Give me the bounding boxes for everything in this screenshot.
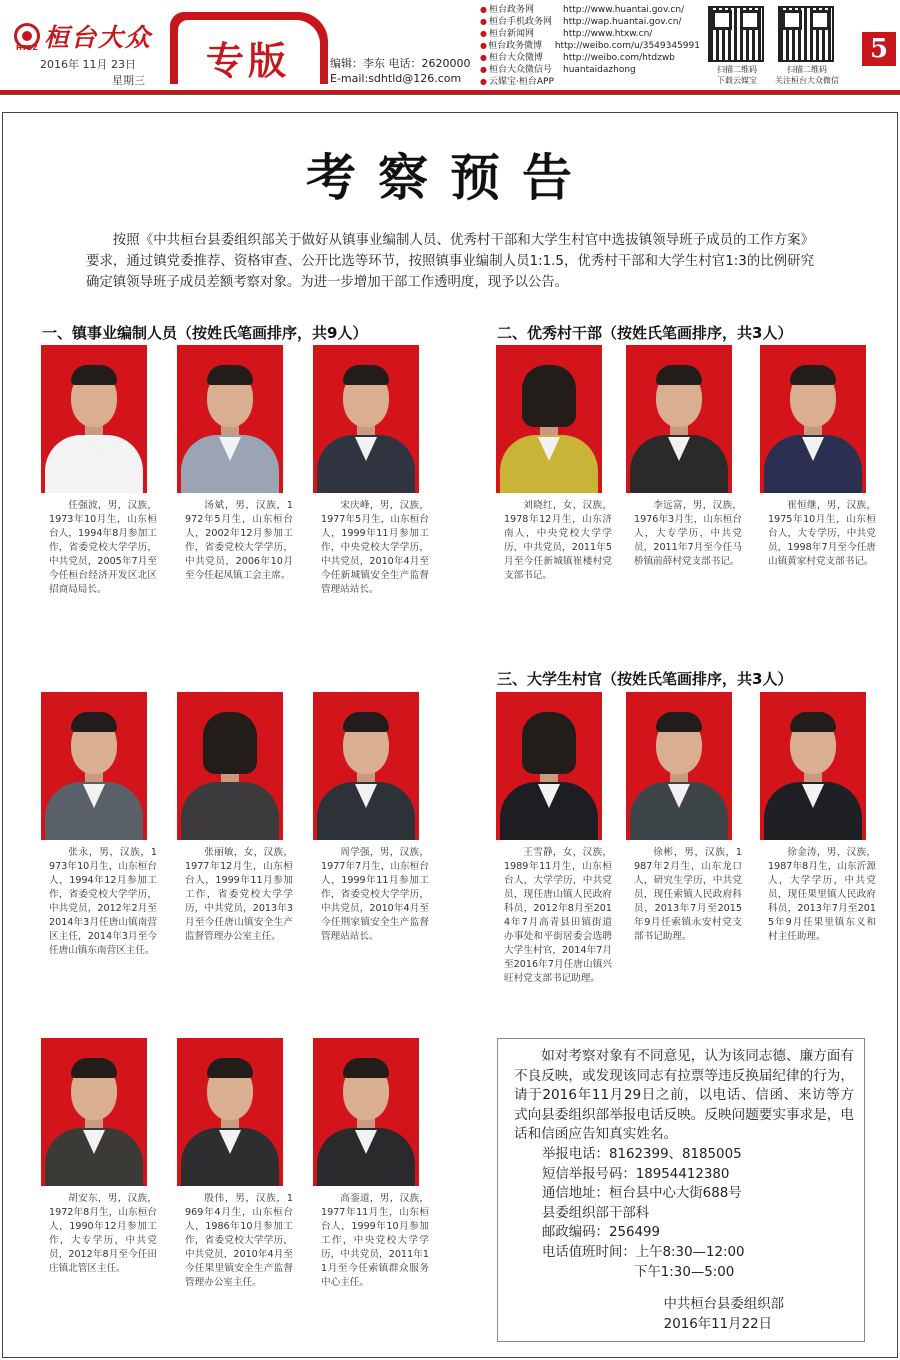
- bullet-icon: ●: [480, 65, 487, 74]
- editor-info: [330, 56, 471, 86]
- bullet-icon: ●: [480, 53, 487, 62]
- candidate-caption: 崔恒继，男，汉族，1975年10月生，山东桓台人，大专学历，中共党员，1998年7月至今任唐山镇黄家村党支部书记。: [768, 500, 876, 567]
- candidate-photo: [496, 692, 602, 840]
- report-phone: 举报电话：8162399、8185005: [542, 1147, 742, 1162]
- report-sms: 短信举报号码：18954412380: [542, 1166, 730, 1182]
- qr-code-app[interactable]: [708, 6, 764, 62]
- postcode: 邮政编码：256499: [542, 1225, 661, 1241]
- section-heading-town-staff: 一、镇事业编制人员（按姓氏笔画排序，共9人）: [42, 324, 368, 342]
- notice-box: [497, 1038, 865, 1342]
- editor-line: 编辑：李东 电话：2620000: [330, 57, 471, 70]
- section-tab: [170, 12, 328, 84]
- issue-date: 2016年 11月 23日: [40, 58, 136, 71]
- qr-caption-wechat: 扫描二维码 关注桓台大众微信: [775, 65, 839, 85]
- candidate-caption: 汤斌，男，汉族，1972年5月生，山东桓台人，2002年12月参加工作，省委党校大学学历，中共党员，2006年10月至今任起凤镇工会主席。: [185, 500, 293, 581]
- mail-department: 县委组织部干部科: [542, 1205, 650, 1221]
- bullet-icon: ●: [480, 41, 487, 50]
- candidate-caption: 刘晓红，女，汉族，1978年12月生，山东济南人，中央党校大学学历，中共党员，2011年5月至今任新城镇崔楼村党支部书记。: [504, 500, 612, 581]
- qr-caption-app: 扫描二维码 下载云媒宝: [717, 65, 757, 85]
- bullet-icon: ●: [480, 17, 487, 26]
- candidate-photo: [313, 692, 419, 840]
- candidate-photo: [177, 692, 283, 840]
- candidate-caption: 王雪静，女，汉族，1989年11月生，山东桓台人，大学学历，中共党员，现任唐山镇人民政府科员，2012年8月至2014年7月高青县田镇街道办事处和平街居委会选聘大学生村官，2014年7月至2016年7月任唐山镇兴旺村党支部书记助理。: [504, 847, 612, 984]
- candidate-photo: [496, 345, 602, 493]
- header-rule: [0, 90, 900, 95]
- candidate-caption: 张丽敏，女，汉族，1977年12月生，山东桓台人，1999年11月参加工作，省委党校大学学历，中共党员，2013年3月至今任唐山镇安全生产监督管理办公室主任。: [185, 847, 293, 942]
- qr-code-wechat[interactable]: [778, 6, 834, 62]
- candidate-caption: 张永，男，汉族，1973年10月生，山东桓台人，1994年12月参加工作，省委党校大学学历，中共党员，2012年2月至2014年3月任唐山镇南营区主任，2014年3月至今任唐山镇东南营区主任。: [49, 847, 157, 956]
- bullet-icon: ●: [480, 29, 487, 38]
- candidate-caption: 宋庆峰，男，汉族，1977年5月生，山东桓台人，1999年11月参加工作，中央党校大学学历，中共党员，2010年4月至今任新城镇安全生产监督管理站站长。: [321, 500, 429, 595]
- media-link-row[interactable]: ● 桓台政务微博 http://weibo.com/u/3549345991: [480, 41, 700, 51]
- candidate-photo: [760, 345, 866, 493]
- candidate-caption: 李远富，男，汉族，1976年3月生，山东桓台人，大专学历，中共党员，2011年7月至今任马桥镇前薛村党支部书记。: [634, 500, 742, 567]
- candidate-caption: 徐彬，男，汉族，1987年2月生，山东龙口人，研究生学历，中共党员，现任索镇人民政府科员，2013年7月至2015年9月任索镇永安村党支部书记助理。: [634, 847, 742, 942]
- bullet-icon: ●: [480, 5, 487, 14]
- issue-date-signature: 2016年11月22日: [663, 1317, 772, 1332]
- bullet-icon: ●: [480, 77, 487, 86]
- candidate-photo: [41, 345, 147, 493]
- masthead: [0, 0, 900, 100]
- intro-paragraph: 按照《中共桓台县委组织部关于做好从镇事业编制人员、优秀村干部和大学生村官中选拔镇领导班子成员的工作方案》要求，通过镇党委推荐、资格审查、公开比选等环节，按照镇事业编制人员1:1.5，优秀村干部和大学生村官1:3的比例研究确定镇领导班子成员差额考察对象。为进一步增加干部工作透明度，现予以公告。: [86, 233, 814, 290]
- paper-name: 桓台大众: [44, 23, 153, 52]
- duty-hours-pm: 下午1:30—5:00: [634, 1264, 735, 1280]
- issuing-organization: 中共桓台县委组织部: [663, 1297, 784, 1312]
- candidate-caption: 胡安东，男，汉族，1972年8月生，山东桓台人，1990年12月参加工作，大专学历，中共党员，2012年8月至今任田庄镇北管区主任。: [49, 1193, 157, 1274]
- candidate-photo: [41, 1038, 147, 1186]
- candidate-photo: [313, 1038, 419, 1186]
- logo-subtext: HTDZ: [16, 44, 38, 52]
- candidate-caption: 徐金涛，男，汉族，1987年8月生，山东沂源人，大学学历，中共党员，现任果里镇人民政府科员，2013年7月至2015年9月任果里镇东义和村主任助理。: [768, 847, 876, 942]
- duty-hours-am: 电话值班时间：上午8:30—12:00: [542, 1244, 745, 1260]
- candidate-caption: 任强波，男，汉族，1973年10月生，山东桓台人，1994年8月参加工作，省委党校大学学历，中共党员，2005年7月至今任桓台经济开发区北区招商局局长。: [49, 500, 157, 595]
- media-link-row[interactable]: ● 桓台新闻网 http://www.htxw.cn/: [480, 29, 653, 39]
- candidate-caption: 周学强，男，汉族，1977年7月生，山东桓台人，1999年11月参加工作，省委党校大学学历，中共党员，2010年4月至今任荆家镇安全生产监督管理站站长。: [321, 847, 429, 942]
- media-link-row[interactable]: ● 云媒宝·桓台APP: [480, 77, 554, 87]
- email-line: E-mail:sdhtld@126.com: [330, 72, 462, 85]
- media-link-row[interactable]: ● 桓台政务网 http://www.huantai.gov.cn/: [480, 5, 685, 15]
- mail-address: 通信地址：桓台县中心大街688号: [542, 1186, 742, 1202]
- candidate-photo: [626, 692, 732, 840]
- media-links: [480, 4, 700, 88]
- section-heading-village-cadres: 二、优秀村干部（按姓氏笔画排序，共3人）: [497, 324, 793, 342]
- media-link-row[interactable]: ● 桓台手机政务网 http://wap.huantai.gov.cn/: [480, 17, 682, 27]
- candidate-photo: [626, 345, 732, 493]
- section-label: 专版: [206, 38, 291, 83]
- media-link-row[interactable]: ● 桓台大众微信号 huantaidazhong: [480, 65, 636, 75]
- notice-body: 如对考察对象有不同意见，认为该同志德、廉方面有不良反映，或发现该同志有拉票等违反换届纪律的行为，请于2016年11月29日之前，以电话、信函、来访等方式向县委组织部举报电话反映。反映问题要实事求是，电话和信函应告知真实姓名。: [514, 1048, 854, 1142]
- media-link-row[interactable]: ● 桓台大众微博 http://weibo.com/htdzwb: [480, 53, 675, 63]
- candidate-photo: [41, 692, 147, 840]
- issue-weekday: 星期三: [112, 74, 145, 87]
- page-title: 考察预告: [306, 148, 594, 207]
- candidate-photo: [177, 1038, 283, 1186]
- section-heading-college-village-officials: 三、大学生村官（按姓氏笔画排序，共3人）: [497, 670, 793, 688]
- candidate-caption: 高銮道，男，汉族，1977年11月生，山东桓台人，1999年10月参加工作，中央党校大学学历，中共党员，2011年11月至今任索镇群众服务中心主任。: [321, 1193, 429, 1288]
- contact-lines: [542, 1145, 745, 1282]
- page-number: 5: [862, 32, 896, 66]
- candidate-photo: [177, 345, 283, 493]
- candidate-caption: 殷伟，男，汉族，1969年4月生，山东桓台人，1986年10月参加工作，省委党校大学学历，中共党员，2010年4月至今任果里镇安全生产监督管理办公室主任。: [185, 1193, 293, 1288]
- candidate-photo: [313, 345, 419, 493]
- candidate-photo: [760, 692, 866, 840]
